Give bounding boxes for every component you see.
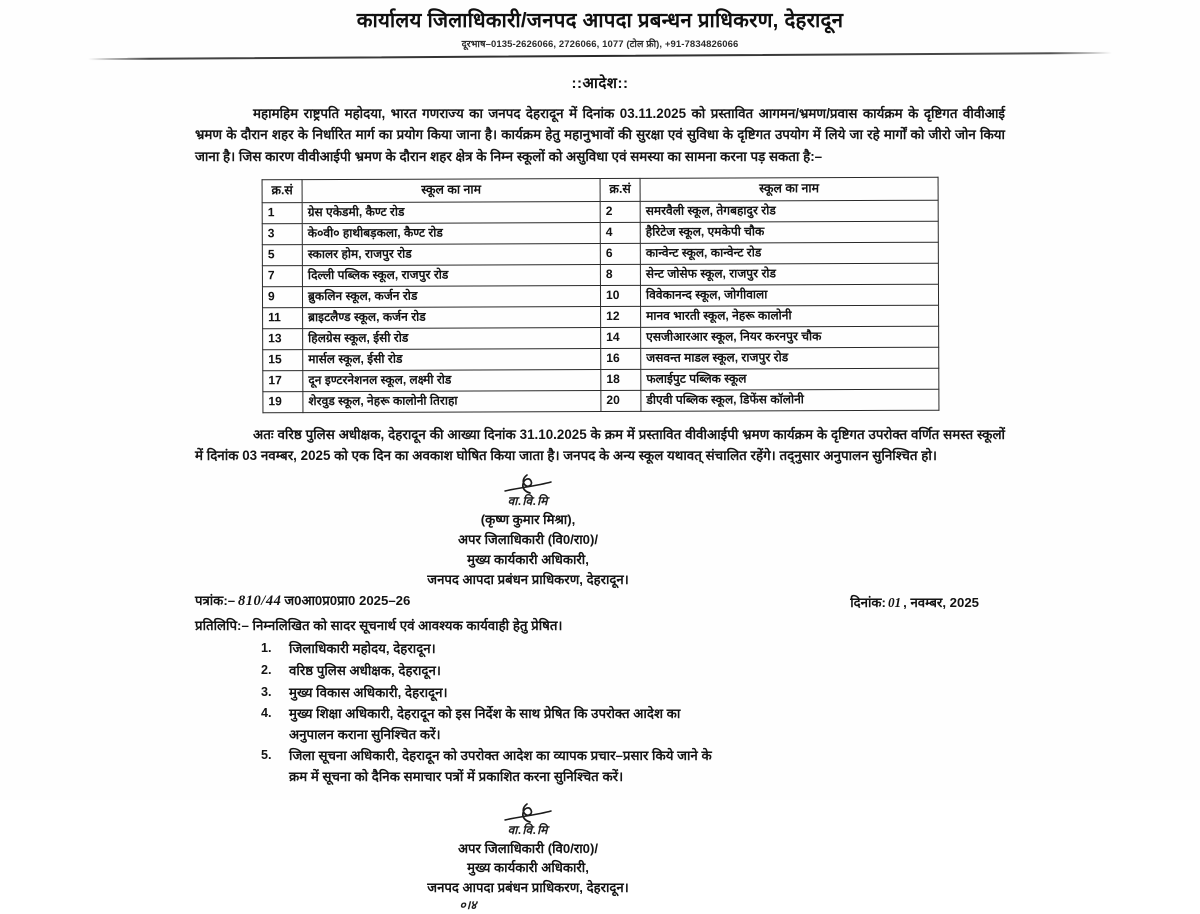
table-row	[262, 242, 938, 266]
school-table-zone	[0, 178, 1200, 412]
cell-serial-left: 15	[262, 349, 302, 370]
cell-school-name-left: हिलग्रेस स्कूल, ईसी रोड	[302, 327, 600, 349]
list-item-text: जिला सूचना अधिकारी, देहरादून को उपरोक्त आदेश का व्यापक प्रचार–प्रसार किये जाने के	[289, 748, 712, 764]
cell-school-name-right: कान्वेन्ट स्कूल, कान्वेन्ट रोड	[640, 242, 938, 264]
dispatch-date-line	[850, 593, 979, 611]
cell-serial-right: 14	[600, 327, 640, 348]
signatory-bottom-designation-line-3: जनपद आपदा प्रबंधन प्राधिकरण, देहरादून।	[427, 880, 629, 896]
signature-tail-mark: ०।४	[459, 897, 477, 912]
cell-school-name-left: शेरवुड स्कूल, नेहरू कालोनी तिराहा	[302, 390, 600, 412]
cell-serial-right: 10	[600, 285, 640, 306]
column-header-name-right: स्कूल का नाम	[640, 177, 938, 201]
cell-serial-left: 9	[262, 286, 302, 307]
cell-serial-right: 4	[600, 222, 640, 243]
header-divider	[0, 51, 1200, 61]
cell-school-name-left: मार्सल स्कूल, ईसी रोड	[302, 348, 600, 370]
cell-school-name-right: सेन्ट जोसेफ स्कूल, राजपुर रोड	[640, 263, 938, 285]
cell-serial-right: 8	[600, 264, 640, 285]
reference-suffix: ज0आ0प्र0प्रा0 2025–26	[284, 593, 411, 609]
reference-label: पत्रांक:–	[195, 593, 236, 609]
order-heading: ::आदेश::	[571, 74, 629, 92]
signature-initials-bottom: वा.वि.मि	[507, 822, 549, 837]
cell-school-name-left: के०वी० हाथीबड़कला, कैण्ट रोड	[302, 222, 600, 244]
cell-school-name-left: दून इण्टरनेशनल स्कूल, लक्ष्मी रोड	[302, 369, 600, 391]
contact-phone-line: दूरभाष–0135-2626066, 2726066, 1077 (टोल फ्री), +91-7834826066	[461, 38, 739, 50]
signatory-bottom-designation-line-1: अपर जिलाधिकारी (वि0/रा0)/	[457, 840, 599, 856]
cell-school-name-left: दिल्ली पब्लिक स्कूल, राजपुर रोड	[302, 264, 600, 286]
table-row	[262, 389, 938, 413]
cell-serial-left: 3	[262, 223, 302, 244]
signatory-designation-line-3: जनपद आपदा प्रबंधन प्राधिकरण, देहरादून।	[427, 571, 629, 587]
list-item-continuation: क्रम में सूचना को दैनिक समाचार पत्रों में प्रकाशित करना सुनिश्चित करें।	[289, 768, 624, 784]
cell-serial-left: 7	[262, 265, 302, 286]
signature-initials-top: वा.वि.मि	[507, 494, 549, 509]
column-header-sn-right: क्र.सं	[600, 178, 640, 201]
conclusion-wrap	[195, 424, 1005, 467]
recipient-list	[195, 639, 1005, 787]
cell-serial-right: 6	[600, 243, 640, 264]
reference-number-line	[195, 591, 410, 610]
cell-school-name-right: समरवैली स्कूल, तेगबहादुर रोड	[640, 200, 938, 222]
header-divider-rule	[88, 51, 1112, 59]
signatory-designation-line-2: मुख्य कार्यकारी अधिकारी,	[467, 551, 589, 567]
date-label: दिनांक:	[850, 595, 886, 611]
cell-serial-right: 2	[600, 201, 640, 222]
document-body	[195, 103, 1005, 168]
cell-school-name-right: डीएवी पब्लिक स्कूल, डिफेंस कॉलोनी	[640, 389, 938, 411]
table-row	[262, 305, 938, 329]
list-item-text: मुख्य शिक्षा अधिकारी, देहरादून को इस निर्देश के साथ प्रेषित कि उपरोक्त आदेश का	[289, 706, 681, 722]
cell-school-name-right: एसजीआरआर स्कूल, नियर करनपुर चौक	[640, 326, 938, 348]
cell-serial-right: 18	[600, 369, 640, 390]
handwritten-signature-icon	[318, 473, 738, 499]
list-item	[257, 683, 1005, 704]
table-row	[262, 326, 938, 350]
cell-serial-left: 11	[262, 307, 302, 328]
list-item-text: मुख्य विकास अधिकारी, देहरादून।	[289, 684, 448, 700]
cell-school-name-left: ब्राइटलैण्ड स्कूल, कर्जन रोड	[302, 306, 600, 328]
list-item	[257, 746, 1005, 787]
signatory-designation-line-1: अपर जिलाधिकारी (वि0/रा0)/	[457, 531, 599, 547]
column-header-name-left: स्कूल का नाम	[302, 178, 600, 202]
cell-school-name-right: फलाईपुट पब्लिक स्कूल	[640, 368, 938, 390]
cell-school-name-right: मानव भारती स्कूल, नेहरू कालोनी	[640, 305, 938, 327]
list-item	[257, 639, 1005, 660]
office-title: कार्यालय जिलाधिकारी/जनपद आपदा प्रबन्धन प्राधिकरण, देहरादून	[356, 9, 844, 32]
signatory-name: (कृष्ण कुमार मिश्रा),	[480, 512, 576, 528]
cell-serial-right: 12	[600, 306, 640, 327]
table-row	[262, 368, 938, 392]
signatory-bottom-designation-line-2: मुख्य कार्यकारी अधिकारी,	[467, 860, 589, 876]
letterhead	[0, 0, 1200, 61]
cell-school-name-right: हैरिटेज स्कूल, एमकेपी चौक	[640, 221, 938, 243]
table-row	[262, 200, 938, 224]
cell-school-name-right: विवेकानन्द स्कूल, जोगीवाला	[640, 284, 938, 306]
table-header-row	[262, 177, 938, 203]
cell-serial-left: 19	[262, 391, 302, 412]
table-row	[262, 221, 938, 245]
list-item-continuation: अनुपालन कराना सुनिश्चित करें।	[289, 726, 441, 742]
cell-serial-left: 1	[262, 202, 302, 223]
cell-school-name-left: ग्रेस एकेडमी, कैण्ट रोड	[302, 201, 600, 223]
signature-block-top	[318, 473, 738, 589]
list-item-text: वरिष्ठ पुलिस अधीक्षक, देहरादून।	[289, 662, 441, 678]
table-row	[262, 347, 938, 371]
school-table-body	[262, 200, 939, 413]
table-row	[262, 284, 938, 308]
date-day-handwritten: 01	[887, 595, 902, 611]
handwritten-signature-icon-bottom	[318, 802, 738, 828]
signature-block-bottom	[318, 802, 738, 914]
cell-serial-left: 17	[262, 370, 302, 391]
cell-school-name-left: ब्रुकलिन स्कूल, कर्जन रोड	[302, 285, 600, 307]
reference-number-handwritten: 810/44	[238, 593, 282, 610]
cell-school-name-right: जसवन्त माडल स्कूल, राजपुर रोड	[640, 347, 938, 369]
cell-serial-left: 5	[262, 244, 302, 265]
cell-serial-left: 13	[262, 328, 302, 349]
list-item	[257, 661, 1005, 682]
date-rest: , नवम्बर, 2025	[903, 595, 979, 611]
conclusion-paragraph: अतः वरिष्ठ पुलिस अधीक्षक, देहरादून की आख्या दिनांक 31.10.2025 के क्रम में प्रस्तावित वीवीआईपी भ्रमण कार्यक्रम के दृष्टिगत उपरोक्त वर्णित समस्त स्कूलों में दिनांक 03 नवम्बर, 2025 को एक दिन का अवकाश घोषित किया जाता है। जनपद के अन्य स्कूल यथावत् संचालित रहेंगे। तद्नुसार अनुपालन सुनिश्चित हो।	[195, 426, 1005, 464]
column-header-sn-left: क्र.सं	[262, 179, 302, 202]
list-item-text: जिलाधिकारी महोदय, देहरादून।	[289, 641, 436, 657]
list-item	[257, 704, 1005, 745]
copy-distribution-line: प्रतिलिपि:– निम्नलिखित को सादर सूचनार्थ एवं आवश्यक कार्यवाही हेतु प्रेषित।	[195, 618, 563, 634]
intro-paragraph: महामहिम राष्ट्रपति महोदया, भारत गणराज्य का जनपद देहरादून में दिनांक 03.11.2025 को प्रस्तावित आगमन/भ्रमण/प्रवास कार्यक्रम के दृष्टिगत वीवीआई भ्रमण के दौरान शहर के निर्धारित मार्ग का प्रयोग किया जाना है। कार्यक्रम हेतु महानुभावों की सुरक्षा एवं सुविधा के दृष्टिगत उपयोग में लिये जा रहे मार्गों को जीरो जोन किया जाना है। जिस कारण वीवीआईपी भ्रमण के दौरान शहर क्षेत्र के निम्न स्कूलों को असुविधा एवं समस्या का सामना करना पड़ सकता है:–	[195, 105, 1005, 165]
reference-row	[195, 591, 1005, 613]
cell-school-name-left: स्कालर होम, राजपुर रोड	[302, 243, 600, 265]
table-row	[262, 263, 938, 287]
school-list-table	[261, 176, 939, 413]
cell-serial-right: 16	[600, 348, 640, 369]
cell-serial-right: 20	[600, 390, 640, 411]
